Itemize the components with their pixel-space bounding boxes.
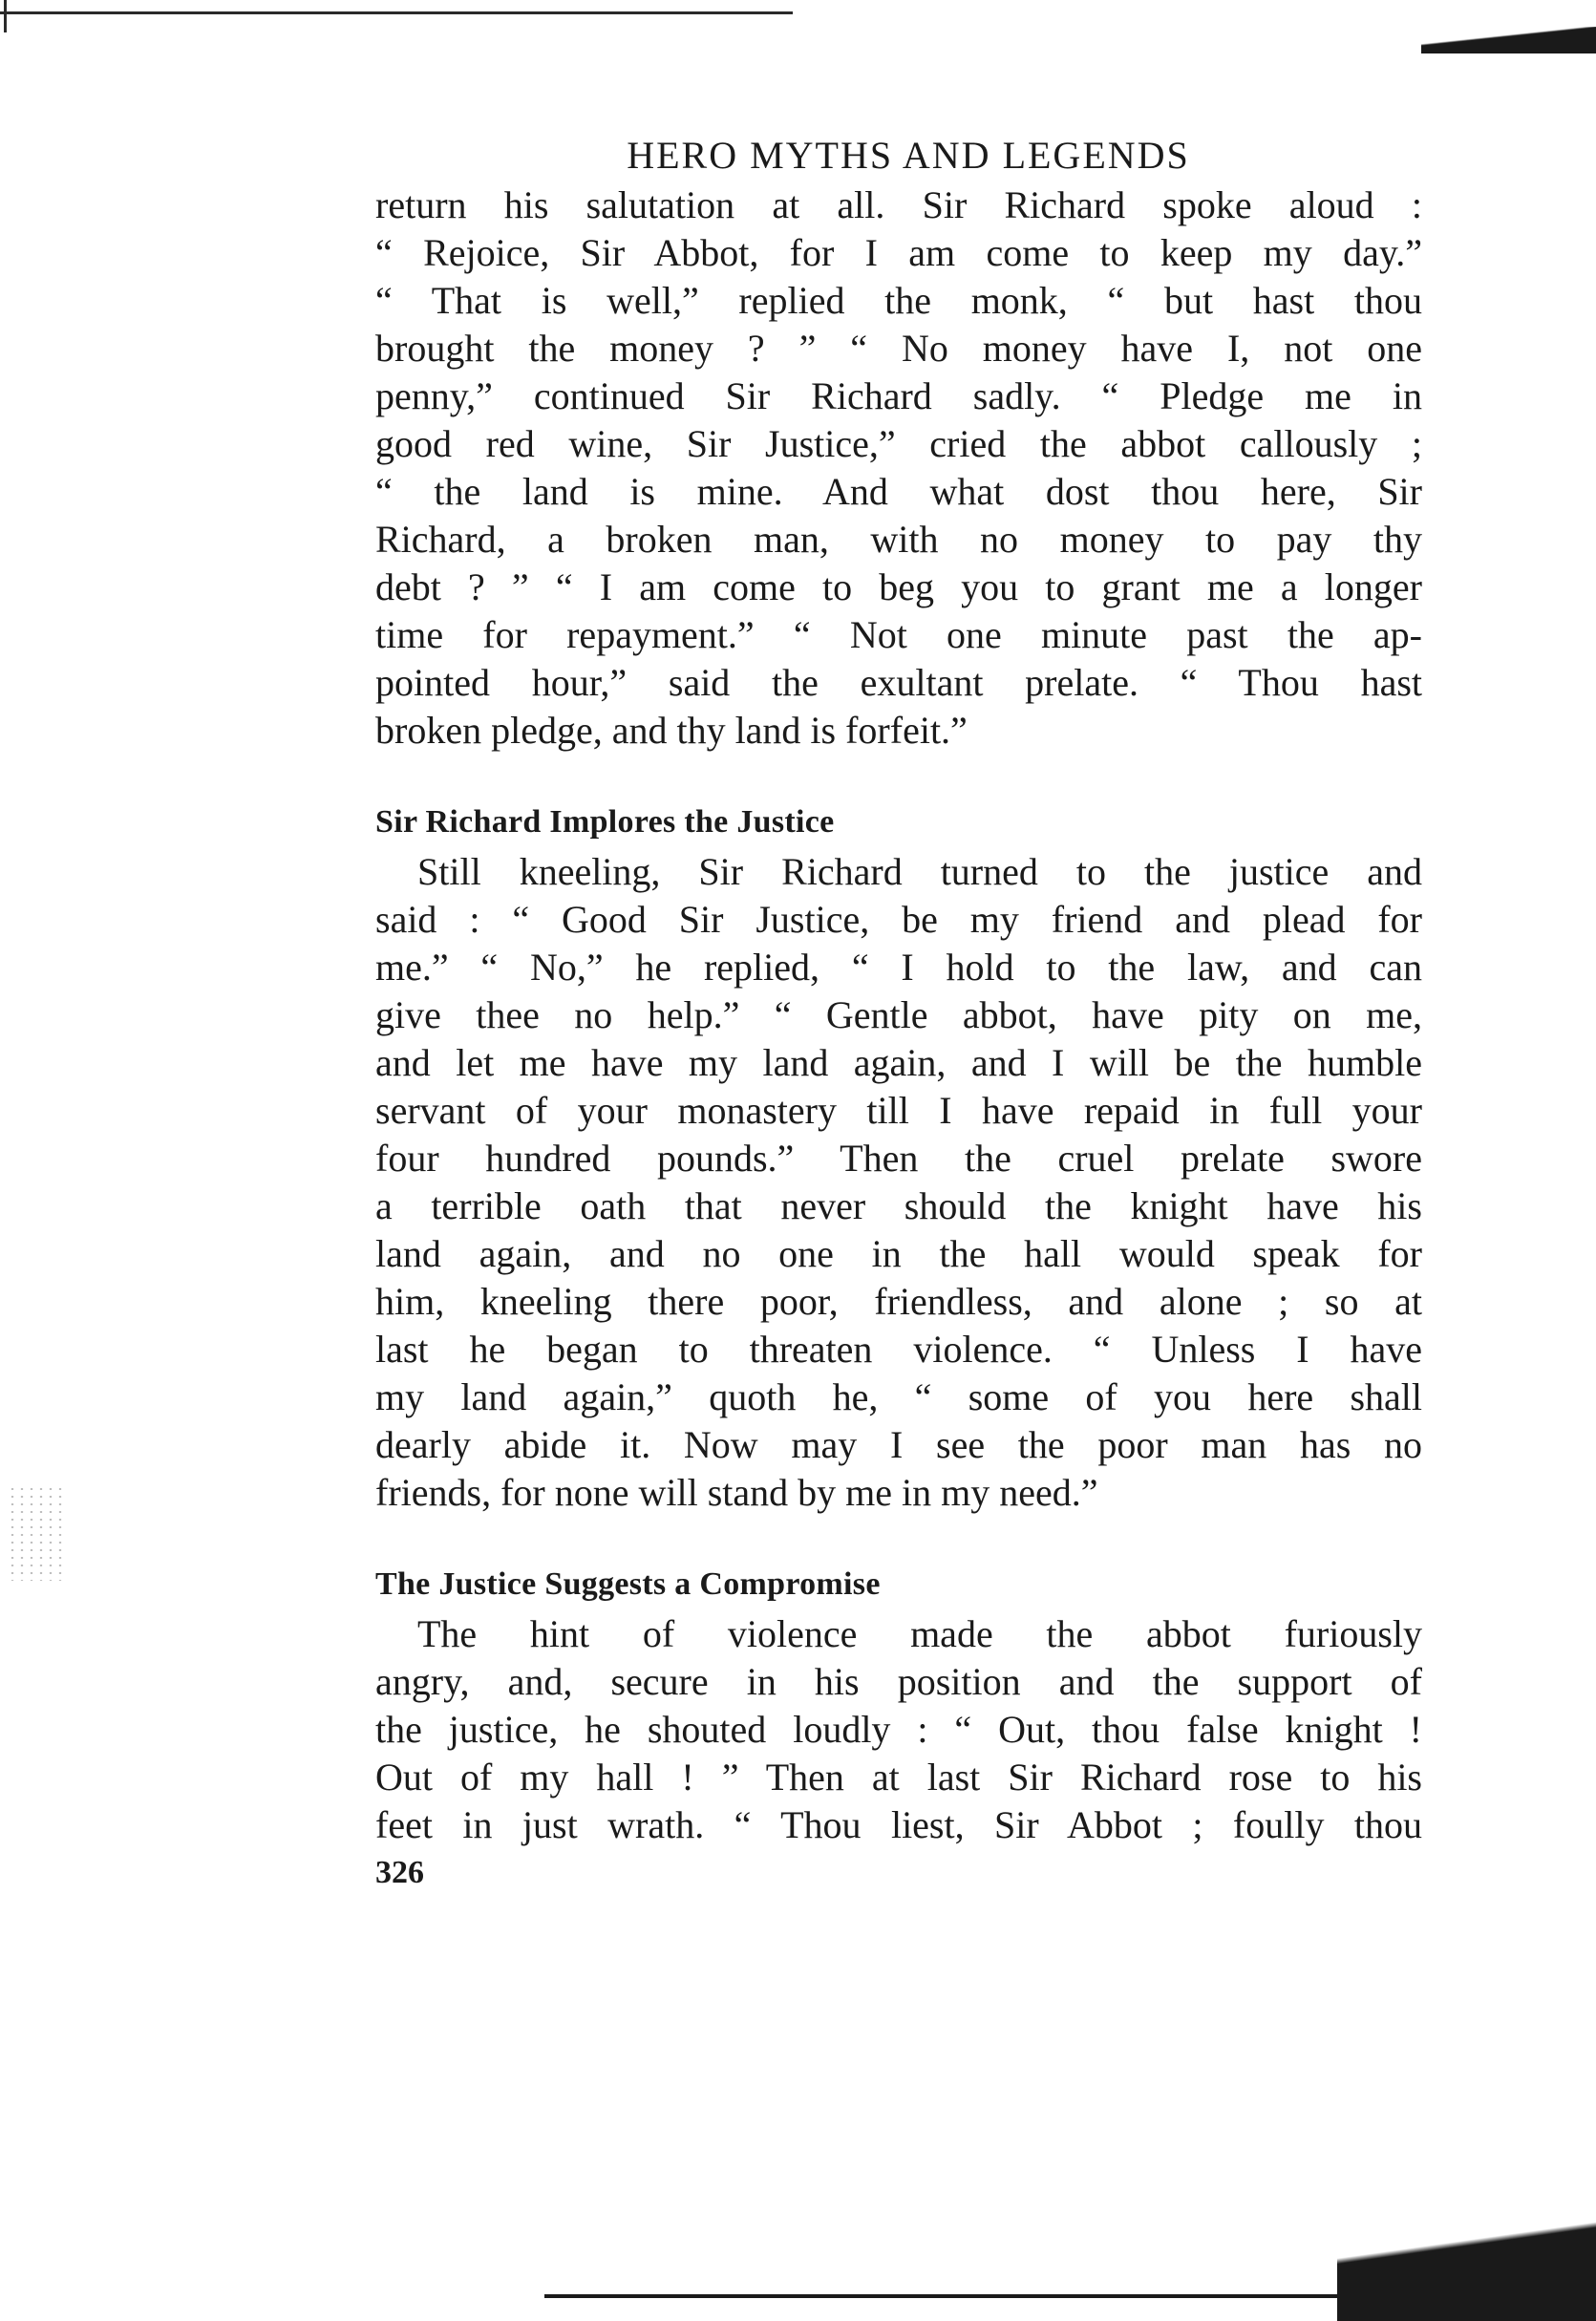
- text-line: friends, for none will stand by me in my need.”: [375, 1471, 1098, 1514]
- text-line: my land again,” quoth he, “ some of you here shall: [375, 1375, 1422, 1418]
- book-page: [375, 130, 1422, 1895]
- text-line: brought the money ? ” “ No money have I, not one: [375, 327, 1422, 370]
- text-line: servant of your monastery till I have repaid in full your: [375, 1089, 1422, 1132]
- text-line: “ That is well,” replied the monk, “ but hast thou: [375, 279, 1422, 322]
- text-line: the justice, he shouted loudly : “ Out, thou false knight !: [375, 1708, 1422, 1751]
- text-line: pointed hour,” said the exultant prelate. “ Thou hast: [375, 661, 1422, 704]
- scan-speckle: [8, 1485, 65, 1581]
- text-line: angry, and, secure in his position and the support of: [375, 1660, 1422, 1703]
- text-line: Richard, a broken man, with no money to pay thy: [375, 518, 1422, 561]
- scan-shadow-top: [1421, 27, 1596, 53]
- scan-bottom-rule: [544, 2294, 1366, 2298]
- text-line: me.” “ No,” he replied, “ I hold to the law, and can: [375, 946, 1422, 989]
- text-line: and let me have my land again, and I will be the humble: [375, 1041, 1422, 1084]
- text-line: a terrible oath that never should the knight have his: [375, 1184, 1422, 1227]
- text-line: Still kneeling, Sir Richard turned to the justice and: [417, 850, 1422, 893]
- text-line: Out of my hall ! ” Then at last Sir Richard rose to his: [375, 1756, 1422, 1799]
- paragraph-opening: [375, 181, 1422, 755]
- text-line: said : “ Good Sir Justice, be my friend and plead for: [375, 898, 1422, 941]
- text-line: good red wine, Sir Justice,” cried the abbot callously ;: [375, 422, 1422, 465]
- scan-edge-rule: [0, 11, 793, 14]
- text-line: four hundred pounds.” Then the cruel prelate swore: [375, 1137, 1422, 1180]
- text-line: feet in just wrath. “ Thou liest, Sir Abbot ; foully thou: [375, 1803, 1422, 1846]
- section-heading: Sir Richard Implores the Justice: [375, 804, 835, 840]
- text-line: time for repayment.” “ Not one minute past the ap-: [375, 613, 1422, 656]
- text-line: last he began to threaten violence. “ Unless I have: [375, 1328, 1422, 1371]
- text-line: debt ? ” “ I am come to beg you to grant me a longer: [375, 565, 1422, 608]
- text-line: broken pledge, and thy land is forfeit.”: [375, 709, 968, 752]
- text-line: him, kneeling there poor, friendless, and alone ; so at: [375, 1280, 1422, 1323]
- text-line: return his salutation at all. Sir Richard spoke aloud :: [375, 183, 1422, 226]
- section-heading: The Justice Suggests a Compromise: [375, 1566, 881, 1602]
- paragraph-compromise: [375, 1610, 1422, 1849]
- page-number: 326: [375, 1855, 424, 1890]
- paragraph-implores: [375, 848, 1422, 1517]
- text-line: give thee no help.” “ Gentle abbot, have pity on me,: [375, 993, 1422, 1036]
- text-line: land again, and no one in the hall would speak for: [375, 1232, 1422, 1275]
- text-line: dearly abide it. Now may I see the poor man has no: [375, 1423, 1422, 1466]
- running-head: HERO MYTHS AND LEGENDS: [627, 134, 1190, 177]
- scan-edge-mark: [4, 0, 7, 32]
- text-line: “ the land is mine. And what dost thou here, Sir: [375, 470, 1422, 513]
- text-line: “ Rejoice, Sir Abbot, for I am come to keep my day.”: [375, 231, 1422, 274]
- text-line: The hint of violence made the abbot furiously: [417, 1612, 1422, 1655]
- scan-shadow-bottom: [1337, 2216, 1596, 2321]
- text-line: penny,” continued Sir Richard sadly. “ Pledge me in: [375, 374, 1422, 417]
